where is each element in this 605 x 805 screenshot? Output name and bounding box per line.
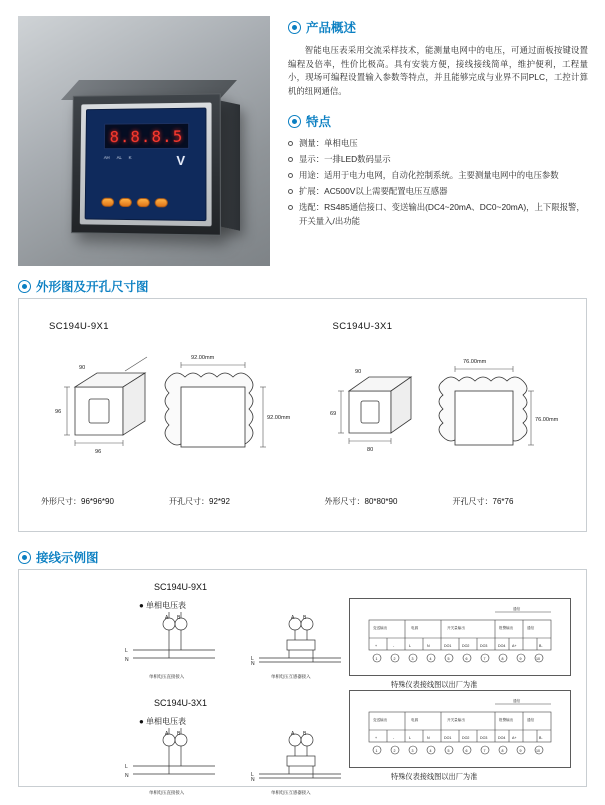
- bullet-icon: [18, 280, 31, 293]
- svg-text:3: 3: [411, 749, 414, 753]
- circle-bullet-icon: [288, 205, 293, 210]
- svg-text:变送输出: 变送输出: [373, 718, 388, 722]
- dim-top-label-9x1: 92.00mm: [191, 355, 215, 361]
- led-display: [104, 123, 189, 149]
- svg-text:开关量输出: 开关量输出: [447, 626, 465, 630]
- dim-depth-label: 90: [79, 365, 86, 371]
- dimension-block-9x1: [19, 299, 303, 531]
- dim-width-label: 80: [366, 447, 373, 453]
- section-heading-dimensions: [18, 277, 149, 295]
- terminal-note-9x1: 特殊仪表接线图以出厂为准: [391, 680, 478, 689]
- svg-text:N: N: [125, 773, 129, 779]
- features-list: [288, 137, 588, 228]
- bullet-icon: [288, 115, 301, 128]
- unit-letter: V: [176, 152, 186, 169]
- svg-text:4: 4: [429, 657, 432, 661]
- circle-bullet-icon: [288, 157, 293, 162]
- svg-text:B-: B-: [539, 644, 543, 648]
- svg-text:通信: 通信: [527, 718, 535, 722]
- svg-text:A+: A+: [512, 736, 517, 740]
- svg-text:B: B: [303, 615, 307, 621]
- svg-text:2: 2: [393, 657, 396, 661]
- svg-text:+: +: [375, 736, 378, 740]
- svg-text:7: 7: [483, 657, 486, 661]
- svg-text:L: L: [125, 648, 128, 654]
- svg-text:L: L: [409, 644, 411, 648]
- svg-text:-: -: [393, 736, 395, 740]
- svg-text:DO3: DO3: [480, 736, 488, 740]
- dimension-drawing-3x1: [303, 343, 587, 493]
- svg-text:N: N: [125, 657, 129, 663]
- outline-caption-3x1: 外形尺寸：80*80*90: [324, 497, 398, 506]
- list-item: [288, 201, 588, 228]
- svg-text:通信: 通信: [527, 626, 535, 630]
- svg-text:5: 5: [447, 657, 450, 661]
- svg-text:B: B: [303, 731, 307, 737]
- list-item: [288, 137, 588, 150]
- dimension-drawing-9x1: [19, 343, 303, 493]
- model-label-3x1: SC194U-3X1: [332, 321, 393, 332]
- feature-text: 显示：一排LED数码显示: [299, 154, 391, 165]
- svg-text:N: N: [427, 644, 430, 648]
- feature-text: 测量：单相电压: [299, 138, 358, 149]
- cutout-caption-9x1: 开孔尺寸：92*92: [169, 497, 230, 506]
- wiring-model-3x1: SC194U-3X1: [154, 698, 208, 708]
- svg-text:电源: 电源: [411, 626, 419, 630]
- svg-text:N: N: [251, 777, 255, 783]
- circle-bullet-icon: [288, 141, 293, 146]
- svg-text:开关量输出: 开关量输出: [447, 718, 465, 722]
- features-title: 特点: [306, 115, 332, 130]
- dimension-block-3x1: [303, 299, 587, 531]
- section-heading-wiring: [18, 548, 99, 566]
- led-label-k: K: [128, 155, 132, 161]
- svg-text:DO1: DO1: [444, 736, 452, 740]
- svg-text:B-: B-: [539, 736, 543, 740]
- svg-text:A+: A+: [512, 644, 517, 648]
- wiring-model-9x1: SC194U-9X1: [154, 582, 208, 592]
- svg-text:-: -: [393, 644, 395, 648]
- led-label-ah: AH: [103, 155, 110, 161]
- dimensions-title: 外形图及开孔尺寸图: [36, 280, 149, 294]
- svg-text:5: 5: [447, 749, 450, 753]
- svg-text:2: 2: [393, 749, 396, 753]
- wiring-subtitle-9x1: ● 单相电压表: [139, 601, 187, 610]
- svg-text:1: 1: [375, 749, 378, 753]
- circle-bullet-icon: [288, 189, 293, 194]
- svg-text:7: 7: [483, 749, 486, 753]
- svg-text:N: N: [251, 661, 255, 667]
- feature-text: 扩展：AC500V以上需要配置电压互感器: [299, 186, 448, 197]
- svg-text:单相电压直接接入: 单相电压直接接入: [149, 674, 185, 679]
- feature-subtext: 开关量入/出功能: [299, 215, 360, 226]
- svg-text:10: 10: [536, 657, 540, 661]
- svg-text:A: A: [291, 731, 295, 737]
- svg-text:L: L: [251, 656, 254, 662]
- dim-depth-label: 90: [354, 369, 361, 375]
- svg-text:A: A: [165, 731, 169, 737]
- front-button-4[interactable]: [155, 198, 168, 207]
- svg-text:6: 6: [465, 749, 468, 753]
- svg-text:通信: 通信: [513, 607, 521, 611]
- svg-text:A: A: [165, 615, 169, 621]
- svg-text:A: A: [291, 615, 295, 621]
- front-button-2[interactable]: [119, 198, 132, 207]
- display-value: 8.8.8.5: [109, 126, 184, 146]
- dim-height-label: 69: [329, 411, 336, 417]
- dim-side-label-3x1: 76.00mm: [534, 417, 558, 423]
- svg-text:9: 9: [519, 657, 522, 661]
- list-item: [288, 185, 588, 198]
- front-button-row[interactable]: [101, 198, 167, 208]
- circle-bullet-icon: [288, 173, 293, 178]
- svg-text:1: 1: [375, 657, 378, 661]
- front-button-3[interactable]: [137, 198, 150, 207]
- svg-text:L: L: [251, 772, 254, 778]
- feature-text: 用途：适用于电力电网，自动化控制系统。主要测量电网中的电压参数: [299, 170, 559, 181]
- svg-text:10: 10: [536, 749, 540, 753]
- svg-text:DO4: DO4: [498, 736, 506, 740]
- svg-text:N: N: [427, 736, 430, 740]
- svg-text:DO2: DO2: [462, 736, 470, 740]
- svg-text:4: 4: [429, 749, 432, 753]
- terminal-diagram-3x1: [349, 690, 571, 768]
- dim-top-label-3x1: 76.00mm: [462, 359, 486, 365]
- svg-text:L: L: [125, 764, 128, 770]
- svg-text:DO2: DO2: [462, 644, 470, 648]
- svg-text:8: 8: [501, 657, 504, 661]
- list-item: [288, 153, 588, 166]
- cutout-caption-3x1: 开孔尺寸：76*76: [452, 497, 514, 506]
- svg-text:8: 8: [501, 749, 504, 753]
- svg-text:报警输出: 报警输出: [499, 626, 514, 630]
- svg-text:3: 3: [411, 657, 414, 661]
- bullet-icon: [18, 551, 31, 564]
- svg-text:DO4: DO4: [498, 644, 506, 648]
- dimensions-panel: [18, 298, 587, 532]
- wiring-panel: [18, 569, 587, 795]
- led-label-al: AL: [116, 155, 122, 161]
- feature-text: 选配：RS485通信接口、变送输出(DC4~20mA、DC0~20mA)，上下限报警，: [299, 202, 585, 213]
- svg-text:DO1: DO1: [444, 644, 452, 648]
- right-text-column: [288, 18, 588, 231]
- svg-text:B: B: [177, 615, 181, 621]
- dim-side-label-9x1: 92.00mm: [267, 415, 291, 421]
- svg-text:B: B: [177, 731, 181, 737]
- front-button-1[interactable]: [101, 198, 114, 207]
- product-photo: [18, 16, 270, 266]
- terminal-diagram-9x1: [349, 598, 571, 676]
- svg-text:6: 6: [465, 657, 468, 661]
- svg-text:+: +: [375, 644, 378, 648]
- dim-width-label: 96: [95, 449, 102, 455]
- overview-title: 产品概述: [306, 21, 357, 35]
- svg-text:单相电压互感器接入: 单相电压互感器接入: [271, 674, 311, 679]
- svg-text:通信: 通信: [513, 699, 521, 703]
- wiring-subtitle-3x1: ● 单相电压表: [139, 717, 187, 726]
- svg-text:DO3: DO3: [480, 644, 488, 648]
- section-heading-overview: [288, 18, 588, 36]
- svg-text:L: L: [409, 736, 411, 740]
- bullet-icon: [288, 21, 301, 34]
- svg-text:变送输出: 变送输出: [373, 626, 388, 630]
- dim-height-label: 96: [55, 409, 62, 415]
- outline-caption-9x1: 外形尺寸：96*96*90: [41, 497, 114, 506]
- list-item: [288, 169, 588, 182]
- svg-text:单相电压互感器接入: 单相电压互感器接入: [271, 790, 311, 795]
- svg-text:报警输出: 报警输出: [499, 718, 514, 722]
- svg-text:单相电压直接接入: 单相电压直接接入: [149, 790, 185, 795]
- terminal-note-3x1: 特殊仪表接线图以出厂为准: [391, 772, 478, 781]
- svg-text:电源: 电源: [411, 718, 419, 722]
- model-label-9x1: SC194U-9X1: [49, 321, 109, 332]
- overview-paragraph: 智能电压表采用交流采样技术，能测量电网中的电压，可通过面板按键设置编程及倍率，性价比极高。具有安装方便，接线接线简单，维护便利，工程量小，现场可编程设置输入参数等特点，并且能够完成与业界不同PLC，工控计算机的纽网通信。: [288, 45, 588, 96]
- meter-front: [71, 93, 221, 235]
- section-heading-features: [288, 112, 588, 130]
- wiring-title: 接线示例图: [36, 551, 99, 565]
- svg-text:9: 9: [519, 749, 522, 753]
